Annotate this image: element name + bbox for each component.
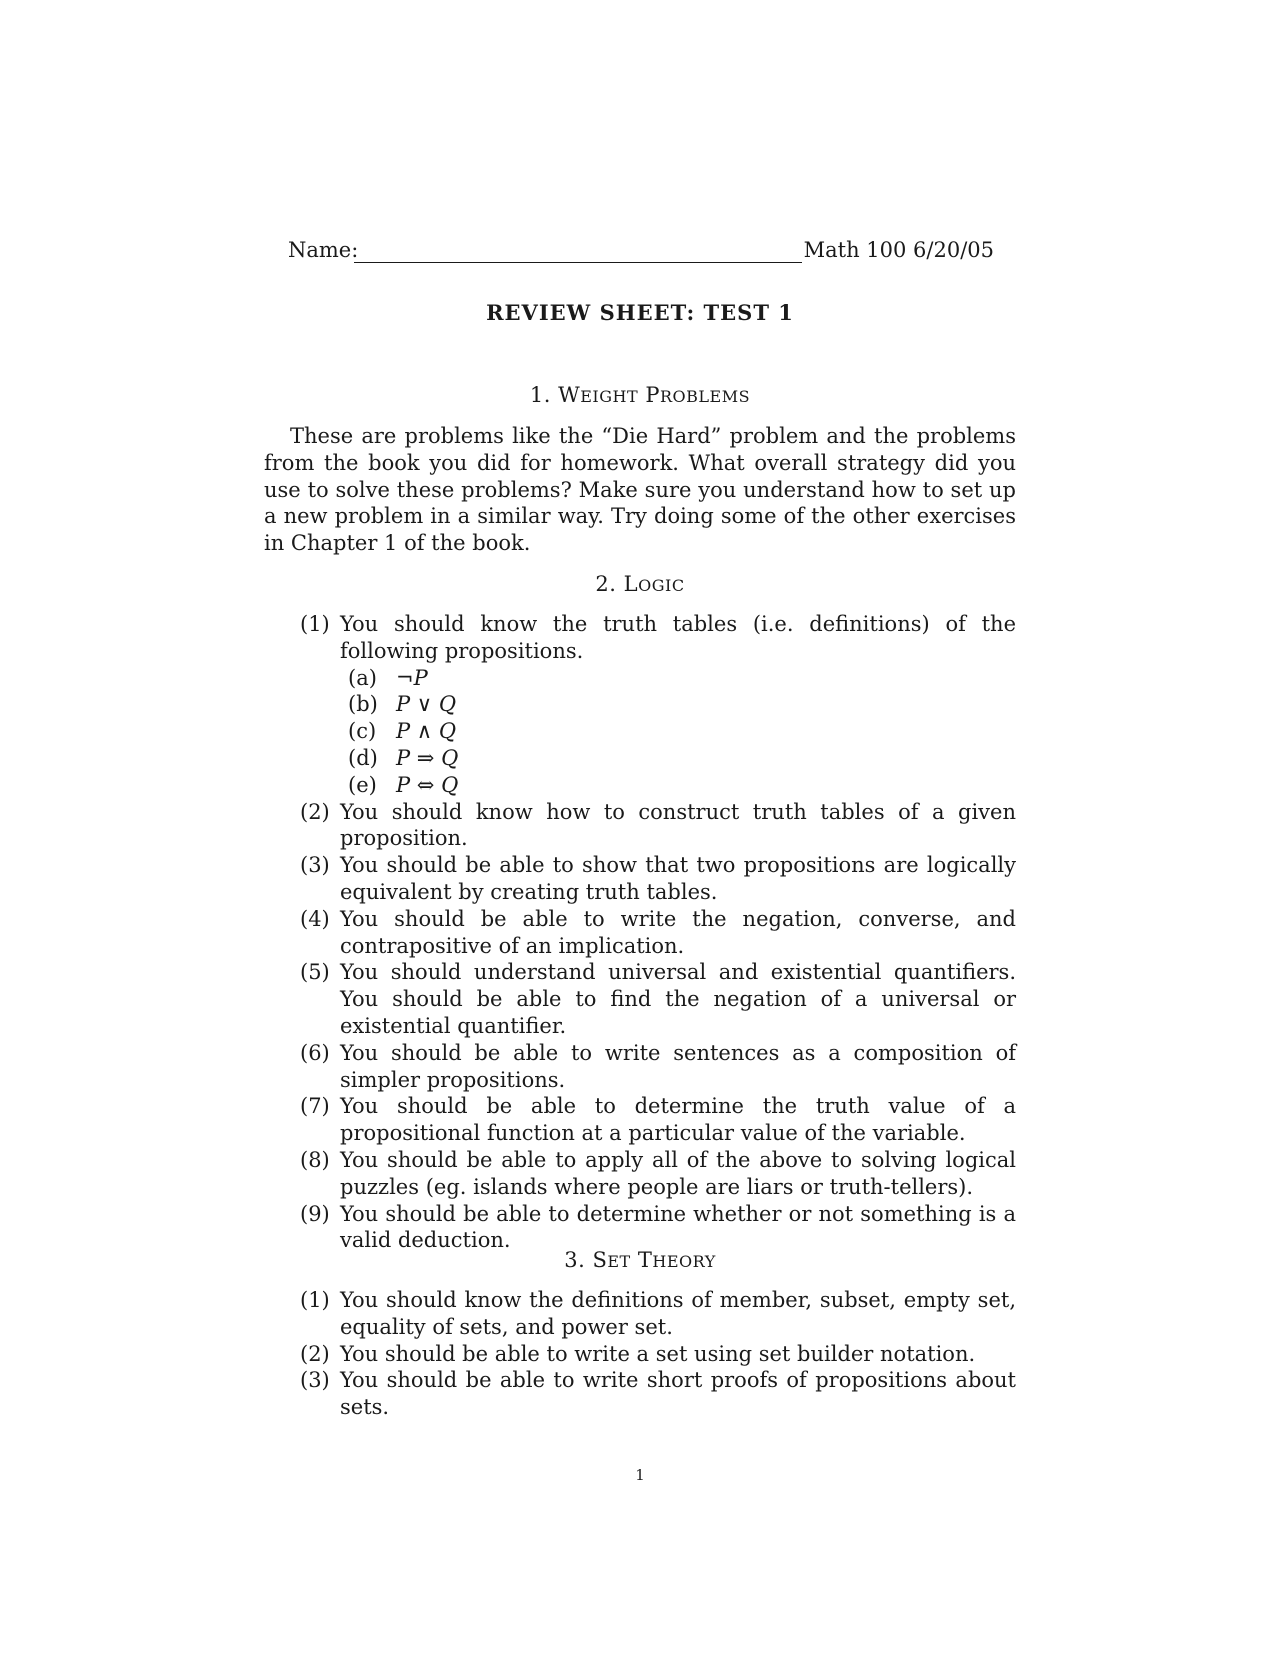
page-number: 1: [635, 1466, 645, 1484]
logic-list: [264, 611, 1016, 1254]
section-heading-weight-problems: 1. WEIGHT PROBLEMS: [529, 383, 751, 407]
sublist-item: (a) ¬P: [348, 665, 428, 690]
list-item: (2) You should know how to construct truth tables of a given proposition.: [300, 799, 1016, 851]
list-item: (9) You should be able to determine whether or not something is a valid deduction.: [300, 1201, 1016, 1253]
list-item: (5) You should understand universal and existential quantifiers. You should be able to find the negation of a universal or existential quantifier.: [300, 960, 1016, 1038]
weight-problems-paragraph: These are problems like the “Die Hard” problem and the problems from the book you did for homework. What overall strategy did you use to solve these problems? Make sure you understand how to set up a new problem in a similar way. Try doing some of the other exercises in Chapter 1 of the book.: [264, 424, 1016, 556]
list-item: (8) You should be able to apply all of the above to solving logical puzzles (eg. islands where people are liars or truth-tellers).: [300, 1147, 1016, 1199]
sublist-item: (d) P ⇒ Q: [348, 745, 459, 770]
sublist-item: (c) P ∧ Q: [348, 719, 457, 744]
sublist-item: (e) P ⇔ Q: [348, 772, 459, 797]
list-item: (7) You should be able to determine the truth value of a propositional function at a particular value of the variable.: [300, 1094, 1016, 1146]
section-heading-logic: 2. LOGIC: [595, 572, 685, 596]
course-info: Math 100 6/20/05: [803, 238, 994, 262]
set-theory-list: [264, 1287, 1016, 1421]
sublist-item: (b) P ∨ Q: [348, 692, 457, 717]
list-item: (2) You should be able to write a set using set builder notation.: [300, 1341, 976, 1366]
name-blank-line: [354, 262, 802, 263]
proposition-sublist: [340, 665, 1016, 799]
list-item: (1) You should know the definitions of member, subset, empty set, equality of sets, and power set.: [300, 1288, 1016, 1339]
list-item: (3) You should be able to write short proofs of propositions about sets.: [300, 1368, 1016, 1420]
header-row: [288, 238, 994, 272]
list-item: (4) You should be able to write the negation, converse, and contrapositive of an implication.: [300, 906, 1016, 958]
name-label: Name:: [288, 238, 359, 262]
list-item: (6) You should be able to write sentences as a composition of simpler propositions.: [300, 1040, 1016, 1092]
page-title: REVIEW SHEET: TEST 1: [486, 300, 794, 325]
list-item: (1) You should know the truth tables (i.e. definitions) of the following propositions. (a) ¬P (b) P ∨ Q (c) P ∧ Q (d) P ⇒ Q (e) P ⇔ Q: [300, 612, 1016, 797]
section-heading-set-theory: 3. SET THEORY: [564, 1248, 716, 1272]
list-item: (3) You should be able to show that two propositions are logically equivalent by creating truth tables.: [300, 853, 1016, 904]
